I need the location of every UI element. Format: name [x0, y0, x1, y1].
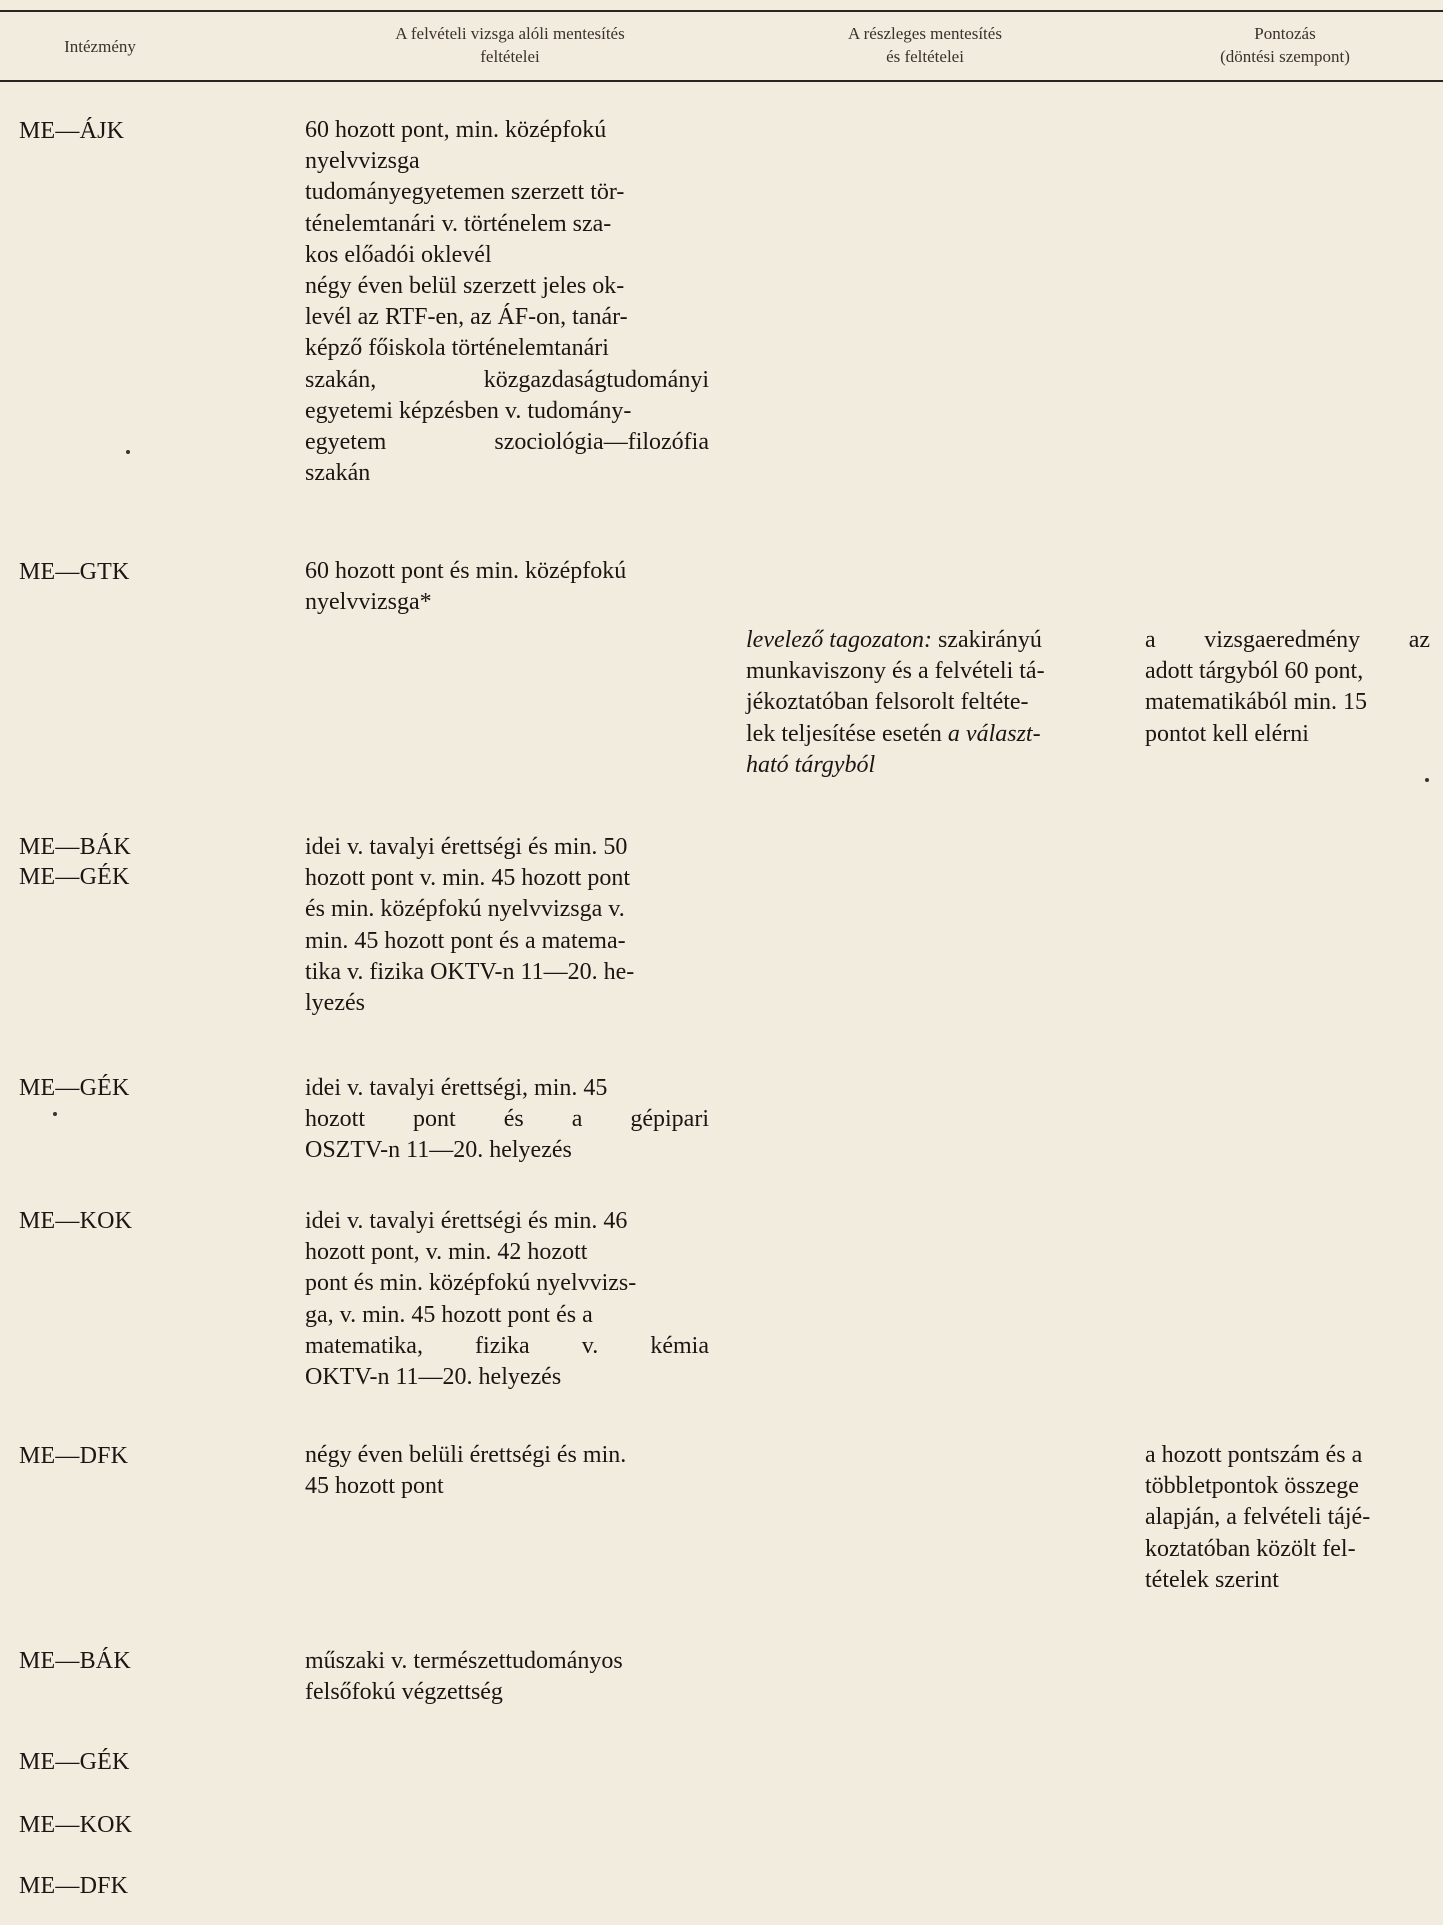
text-fragment: szakirányú	[931, 627, 1042, 653]
text-line: szakán	[305, 460, 371, 487]
text-line: ténelemtanári v. történelem sza-	[305, 210, 612, 237]
header-institution-label: Intézmény	[64, 37, 136, 56]
scoring-cell	[1145, 1440, 1430, 1596]
text-line: idei v. tavalyi érettségi, min. 45	[305, 1075, 608, 1101]
text-line: matematikából min. 15	[1145, 689, 1367, 716]
header-exemption-line2: feltételei	[480, 47, 540, 66]
text-line	[746, 625, 1104, 656]
institution-cell: ME—ÁJK	[19, 118, 125, 144]
text-line: pont és min. középfokú nyelvvizs-	[305, 1270, 637, 1297]
text-line: négy éven belül szerzett jeles ok-	[305, 273, 625, 300]
text-line: levél az RTF-en, az ÁF-on, tanár-	[305, 304, 628, 331]
text-line: többletpontok összege	[1145, 1473, 1359, 1500]
text-line: pontot kell elérni	[1145, 720, 1309, 747]
exemption-conditions-cell	[305, 1073, 709, 1167]
exemption-conditions-cell	[305, 556, 709, 618]
institution-cell: ME—GTK	[19, 559, 130, 585]
institution-cell: ME—GÉK	[19, 1075, 130, 1101]
text-line: munkaviszony és a felvételi tá-	[746, 658, 1045, 685]
text-line: képző főiskola történelemtanári	[305, 335, 609, 362]
header-partial-line2: és feltételei	[886, 47, 964, 66]
exemption-conditions-cell	[305, 1206, 709, 1393]
text-line: hozott pont és a gépipari	[305, 1106, 709, 1133]
text-line: hozott pont v. min. 45 hozott pont	[305, 865, 631, 892]
institution-cell: ME—DFK	[19, 1873, 129, 1899]
print-speck	[126, 450, 130, 454]
text-line: adott tárgyból 60 pont,	[1145, 658, 1364, 685]
italic-text: ható tárgyból	[746, 751, 876, 778]
print-speck	[1425, 778, 1429, 782]
text-line: egyetem szociológia—filozófia	[305, 429, 709, 456]
text-line: jékoztatóban felsorolt feltéte-	[746, 689, 1029, 716]
text-line: a vizsgaeredmény az	[1145, 627, 1430, 653]
text-line: OKTV-n 11—20. helyezés	[305, 1364, 562, 1391]
text-line: műszaki v. természettudományos	[305, 1648, 623, 1674]
text-line: szakán, közgazdaságtudományi	[305, 366, 709, 393]
text-line: matematika, fizika v. kémia	[305, 1332, 709, 1359]
header-scoring	[1135, 22, 1435, 68]
text-line	[746, 750, 1104, 781]
text-line: idei v. tavalyi érettségi és min. 46	[305, 1208, 628, 1234]
print-speck	[53, 1112, 57, 1116]
text-line: 60 hozott pont, min. középfokú	[305, 117, 607, 143]
institution-cell: ME—GÉK	[19, 864, 130, 890]
text-line: 60 hozott pont és min. középfokú	[305, 558, 627, 584]
scoring-cell	[1145, 625, 1430, 750]
text-line: tudományegyetemen szerzett tör-	[305, 179, 625, 206]
text-line: és min. középfokú nyelvvizsga v.	[305, 896, 625, 923]
institution-cell: ME—GÉK	[19, 1749, 130, 1775]
text-line: felsőfokú végzettség	[305, 1679, 503, 1706]
institution-cell: ME—KOK	[19, 1208, 133, 1234]
text-line: négy éven belüli érettségi és min.	[305, 1442, 627, 1468]
exemption-conditions-cell	[305, 1646, 709, 1708]
text-line: lyezés	[305, 990, 365, 1017]
text-line: tételek szerint	[1145, 1566, 1279, 1593]
text-line: a hozott pontszám és a	[1145, 1442, 1363, 1468]
text-line: 45 hozott pont	[305, 1473, 444, 1500]
institution-cell: ME—BÁK	[19, 834, 131, 860]
header-bottom-rule	[0, 80, 1443, 82]
text-line: OSZTV-n 11—20. helyezés	[305, 1137, 572, 1164]
header-top-rule	[0, 10, 1443, 12]
institution-cell: ME—DFK	[19, 1443, 129, 1469]
text-line: koztatóban közölt fel-	[1145, 1535, 1356, 1562]
italic-text: levelező tagozaton:	[746, 627, 932, 653]
header-scoring-line1: Pontozás	[1254, 24, 1316, 43]
text-line: tika v. fizika OKTV-n 11—20. he-	[305, 958, 635, 985]
header-scoring-line2: (döntési szempont)	[1220, 47, 1350, 66]
text-line: min. 45 hozott pont és a matema-	[305, 927, 626, 954]
text-line: alapján, a felvételi tájé-	[1145, 1504, 1371, 1531]
header-institution	[20, 35, 180, 58]
text-line	[746, 719, 1104, 750]
exemption-conditions-cell	[305, 1440, 709, 1502]
institution-cell: ME—KOK	[19, 1812, 133, 1838]
text-fragment: lek teljesítése esetén	[746, 720, 948, 747]
header-exemption-line1: A felvételi vizsga alóli mentesítés	[395, 24, 625, 43]
institution-cell: ME—BÁK	[19, 1648, 131, 1674]
italic-text: a választ-	[947, 720, 1041, 747]
text-line: kos előadói oklevél	[305, 241, 492, 268]
exemption-conditions-cell	[305, 832, 709, 1019]
header-exemption-conditions	[300, 22, 720, 68]
text-line: nyelvvizsga	[305, 148, 420, 175]
text-line: nyelvvizsga*	[305, 589, 432, 616]
exemption-conditions-cell	[305, 115, 709, 489]
header-partial-line1: A részleges mentesítés	[848, 24, 1002, 43]
text-line: ga, v. min. 45 hozott pont és a	[305, 1301, 593, 1328]
partial-exemption-cell	[746, 625, 1104, 781]
text-line: hozott pont, v. min. 42 hozott	[305, 1239, 588, 1266]
header-partial-exemption	[740, 22, 1110, 68]
text-line: egyetemi képzésben v. tudomány-	[305, 397, 632, 424]
text-line: idei v. tavalyi érettségi és min. 50	[305, 834, 628, 860]
